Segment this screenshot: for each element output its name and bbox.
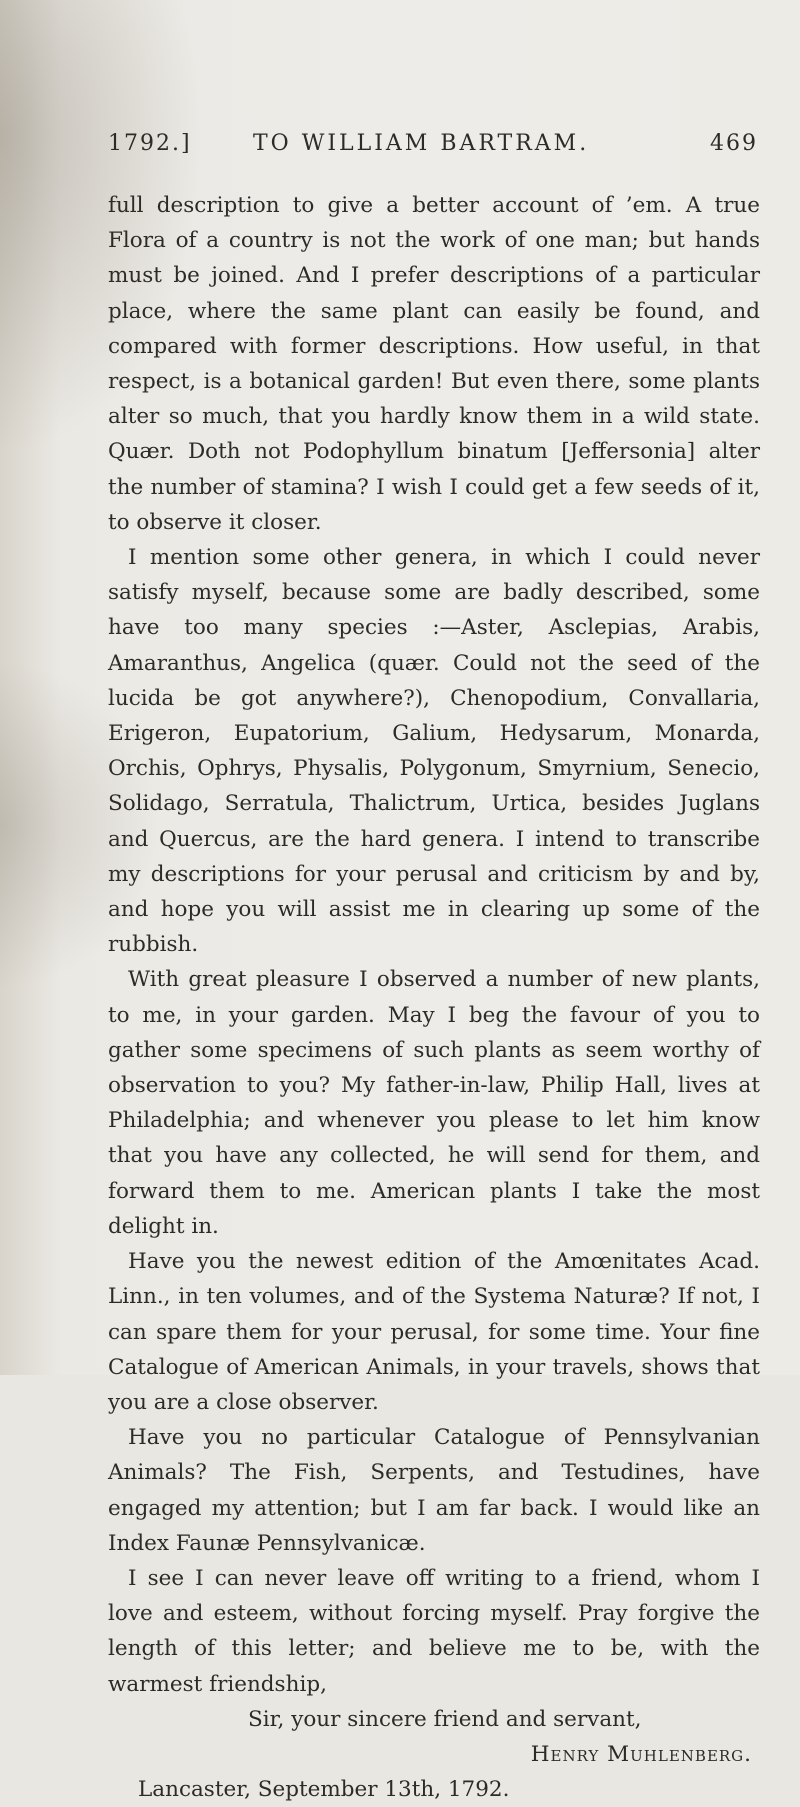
paragraph-3: With great pleasure I observed a number of new plants, to me, in your garden. May I beg the favour of you to gather some specimens of such plants as seem worthy of observation to you? My father-in-law, Philip Hall, lives at Philadelphia; and whenever you please to let him know that you have any collected, he will send for them, and forward them to me. American plants I take the most delight in.	[108, 967, 760, 1239]
paragraph-6: I see I can never leave off writing to a friend, whom I love and esteem, without forcing myself. Pray forgive the length of this letter; and believe me to be, with the warmest friendship,	[108, 1565, 760, 1697]
paragraph-2: I mention some other genera, in which I could never satisfy myself, because some are badly described, some have too many species :—Aster, Asclepias, Arabis, Amaranthus, Angelica (quær. Could not the seed of the lucida be got anywhere?), Chenopodium, Convallaria, Erigeron, Eupatorium, Galium, Hedysarum, Monarda, Orchis, Ophrys, Physalis, Polygonum, Smyrnium, Senecio, Solidago, Serratula, Thalictrum, Urtica, besides Juglans and Quercus, are the hard genera. I intend to transcribe my descriptions for your perusal and criticism by and by, and hope you will assist me in clearing up some of the rubbish.	[108, 545, 760, 958]
paragraph-1: full description to give a better account of ’em. A true Flora of a country is not the work of one man; but hands must be joined. And I prefer descriptions of a particular place, where the same plant can easily be found, and compared with former descriptions. How useful, in that respect, is a botanical garden! But even there, some plants alter so much, that you hardly know them in a wild state. Quær. Doth not Podophyllum binatum [Jeffersonia] alter the number of stamina? I wish I could get a few seeds of it, to observe it closer.	[108, 193, 760, 535]
closing-line: Sir, your sincere friend and servant,	[248, 1706, 642, 1732]
paragraph-4: Have you the newest edition of the Amœnitates Acad. Linn., in ten volumes, and of the Systema Naturæ? If not, I can spare them for your perusal, for some time. Your fine Catalogue of American Animals, in your travels, shows that you are a close observer.	[108, 1249, 760, 1415]
letter-body	[108, 188, 760, 1807]
header-year: 1792.]	[108, 131, 192, 156]
page-number: 469	[710, 131, 758, 156]
signature: Henry Muhlenberg.	[530, 1741, 752, 1767]
paragraph-5: Have you no particular Catalogue of Pennsylvanian Animals? The Fish, Serpents, and Testudines, have engaged my attention; but I am far back. I would like an Index Faunæ Pennsylvanicæ.	[108, 1425, 760, 1556]
header-title: TO WILLIAM BARTRAM.	[253, 131, 590, 156]
dateline: Lancaster, September 13th, 1792.	[138, 1777, 510, 1803]
running-header	[108, 131, 758, 163]
